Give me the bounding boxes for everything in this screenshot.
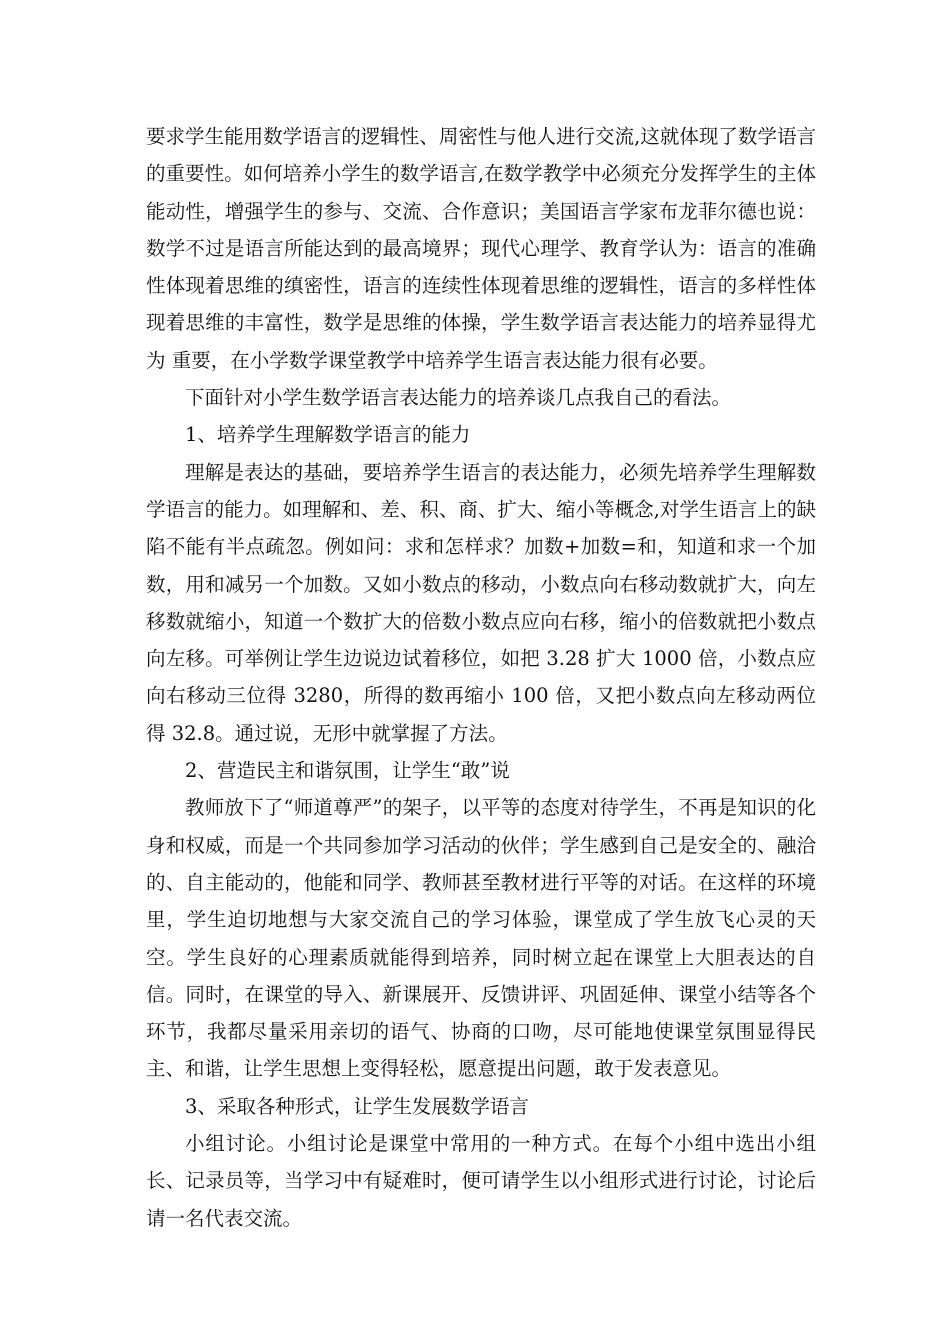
paragraph-overview: 下面针对小学生数学语言表达能力的培养谈几点我自己的看法。	[185, 386, 732, 410]
paragraph-section-3: 小组讨论。小组讨论是课堂中常用的一种方式。在每个小组中选出小组长、记录员等，当学习中有疑难时，便可请学生以小组形式进行讨论，讨论后请一名代表交流。	[146, 1132, 816, 1230]
paragraph-intro-continuation: 要求学生能用数学语言的逻辑性、周密性与他人进行交流,这就体现了数学语言的重要性。如何培养小学生的数学语言,在数学教学中必须充分发挥学生的主体能动性，增强学生的参与、交流、合作意识；美国语言学家布龙菲尔德也说：数学不过是语言所能达到的最高境界；现代心理学、教育学认为：语言的准确性体现着思维的缜密性，语言的连续性体现着思维的逻辑性，语言的多样性体现着思维的丰富性，数学是思维的体操，学生数学语言表达能力的培养显得尤为 重要，在小学数学课堂教学中培养学生语言表达能力很有必要。	[146, 125, 816, 372]
section-heading-1: 1、培养学生理解数学语言的能力	[185, 423, 471, 447]
section-heading-2: 2、营造民主和谐氛围，让学生“敢”说	[185, 759, 510, 783]
section-heading-3: 3、采取各种形式，让学生发展数学语言	[185, 1094, 529, 1118]
document-body	[146, 118, 816, 1237]
paragraph-section-1: 理解是表达的基础，要培养学生语言的表达能力，必须先培养学生理解数学语言的能力。如理解和、差、积、商、扩大、缩小等概念,对学生语言上的缺陷不能有半点疏忽。例如问：求和怎样求？加数+加数=和，知道和求一个加数，用和减另一个加数。又如小数点的移动，小数点向右移动数就扩大，向左移数就缩小，知道一个数扩大的倍数小数点应向右移，缩小的倍数就把小数点向左移。可举例让学生边说边试着移位，如把 3.28 扩大 1000 倍，小数点应向右移动三位得 3280，所得的数再缩小 100 倍，又把小数点向左移动两位得 32.8。通过说，无形中就掌握了方法。	[146, 460, 816, 745]
paragraph-section-2: 教师放下了“师道尊严”的架子，以平等的态度对待学生，不再是知识的化身和权威，而是一个共同参加学习活动的伙伴；学生感到自己是安全的、融洽的、自主能动的，他能和同学、教师甚至教材进行平等的对话。在这样的环境里，学生迫切地想与大家交流自己的学习体验，课堂成了学生放飞心灵的天空。学生良好的心理素质就能得到培养，同时树立起在课堂上大胆表达的自信。同时，在课堂的导入、新课展开、反馈讲评、巩固延伸、课堂小结等各个环节，我都尽量采用亲切的语气、协商的口吻，尽可能地使课堂氛围显得民主、和谐，让学生思想上变得轻松，愿意提出问题，敢于发表意见。	[146, 796, 816, 1081]
